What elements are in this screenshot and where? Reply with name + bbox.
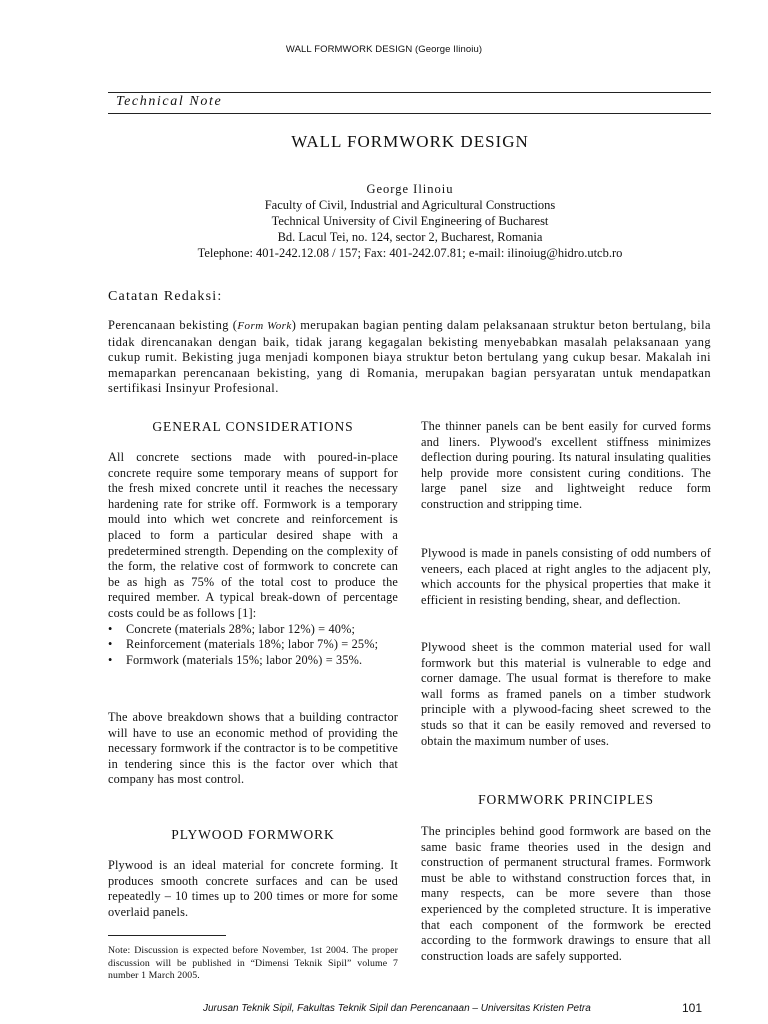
right-paragraph-3: Plywood sheet is the common material used for wall formwork but this material is vulnerable to edge and corner damage. The usual format is therefore to make wall forms as framed panels on a timber studwork principle with a plywood-facing sheet screwed to the studs so that it can be easily removed and reversed to obtain the maximum number of uses. (421, 640, 711, 748)
top-rule (108, 92, 711, 93)
paper-title: WALL FORMWORK DESIGN (291, 132, 529, 151)
list-item: • Concrete (materials 28%; labor 12%) = 40%; (108, 621, 356, 636)
right-paragraph-3-block (421, 640, 711, 749)
bullet-icon: • (108, 652, 113, 667)
general-paragraph-2: The above breakdown shows that a building contractor will have to use an economic method of providing the necessary formwork if the contractor is to be competitive in tendering since this is the factor over which that company has most control. (108, 710, 398, 787)
general-considerations-conclusion (108, 710, 398, 788)
page-footer: Jurusan Teknik Sipil, Fakultas Teknik Sipil dan Perencanaan – Universitas Kristen Petra (203, 1003, 591, 1014)
footnote-rule (108, 935, 226, 936)
plywood-paragraph-1: Plywood is an ideal material for concrete forming. It produces smooth concrete surfaces and can be used repeatedly – 10 times up to 200 times or more for some overlaid panels. (108, 858, 398, 919)
general-considerations-heading: GENERAL CONSIDERATIONS (152, 419, 354, 434)
affiliation-line: Technical University of Civil Engineering of Bucharest (271, 214, 549, 228)
author-block (0, 181, 768, 261)
plywood-formwork-heading: PLYWOOD FORMWORK (171, 827, 335, 842)
running-head: WALL FORMWORK DESIGN (George Ilinoiu) (285, 44, 483, 55)
list-item: • Formwork (materials 15%; labor 20%) = 35%. (108, 652, 363, 667)
page-number: 101 (682, 1001, 703, 1015)
editorial-text-rest: ) merupakan bagian penting dalam pelaksanaan struktur beton bertulang, bila tidak direncanakan dengan baik, tidak jarang kegagalan bekisting menyebabkan masalah pelaksanaan yang cukup rumit. Bekisting juga menjadi komponen biaya struktur beton bertulang yang cukup besar. Makalah ini memaparkan perencanaan bekisting, yang di Romania, merupakan bagian persyaratan untuk mendapatkan sertifikasi Insinyur Profesional. (108, 318, 712, 396)
right-paragraph-4: The principles behind good formwork are based on the same basic frame theories used in the design and construction of permanent structural frames. Formwork must be able to withstand construction forces that, in many respects, can be more severe than those experienced by the completed structure. It is imperative that each component of the formwork be erected according to the formwork drawings to ensure that all construction loads are safely supported. (421, 824, 711, 963)
plywood-formwork-body (108, 858, 398, 920)
section-rule (108, 113, 711, 114)
editorial-text-start: Perencanaan bekisting ( (108, 318, 238, 332)
editorial-text-term: Form Work (237, 320, 292, 332)
general-considerations-body (108, 450, 398, 668)
editorial-note-text (108, 318, 711, 397)
right-paragraph-2: Plywood is made in panels consisting of odd numbers of veneers, each placed at right angles to the adjacent ply, which accounts for the physical properties that make it efficient in resisting bending, shear, and deflection. (421, 546, 711, 607)
bullet-icon: • (108, 637, 113, 652)
affiliation-line: Faculty of Civil, Industrial and Agricultural Constructions (264, 198, 556, 212)
formwork-principles-heading: FORMWORK PRINCIPLES (478, 792, 654, 807)
editorial-note-heading: Catatan Redaksi: (108, 289, 223, 304)
right-paragraph-1-block (421, 419, 711, 513)
general-paragraph-1: All concrete sections made with poured-in-place concrete require some temporary means of support for the fresh mixed concrete until it reaches the necessary hardening rate for strike off. Formwork is a temporary mould into which wet concrete and reinforcement is placed to form a particular desired shape with a predetermined strength. Depending on the complexity of the form, the relative cost of formwork to concrete can be as high as 75% of the total cost to produce the required member. A typical break-down of percentage costs could be as follows [1]: (108, 450, 398, 620)
right-paragraph-2-block (421, 546, 711, 608)
footnote: Note: Discussion is expected before November, 1st 2004. The proper discussion will be published in “Dimensi Teknik Sipil” volume 7 number 1 March 2005. (108, 945, 398, 981)
bullet-icon: • (108, 621, 113, 636)
affiliation-line: Bd. Lacul Tei, no. 124, sector 2, Bucharest, Romania (277, 230, 543, 244)
section-label: Technical Note (116, 94, 223, 109)
list-item: • Reinforcement (materials 18%; labor 7%) = 25%; (108, 637, 379, 652)
cost-breakdown-list (108, 622, 398, 669)
right-paragraph-1: The thinner panels can be bent easily for curved forms and liners. Plywood's excellent stiffness minimizes deflection during pouring. Its natural insulating qualities help provide more consistent curing conditions. The large panel size and lightweight reduce form construction and stripping time. (421, 419, 711, 511)
contact-line: Telephone: 401-242.12.08 / 157; Fax: 401-242.07.81; e-mail: ilinoiug@hidro.utcb.ro (197, 246, 623, 260)
author-name: George Ilinoiu (366, 182, 454, 196)
formwork-principles-body (421, 824, 711, 964)
